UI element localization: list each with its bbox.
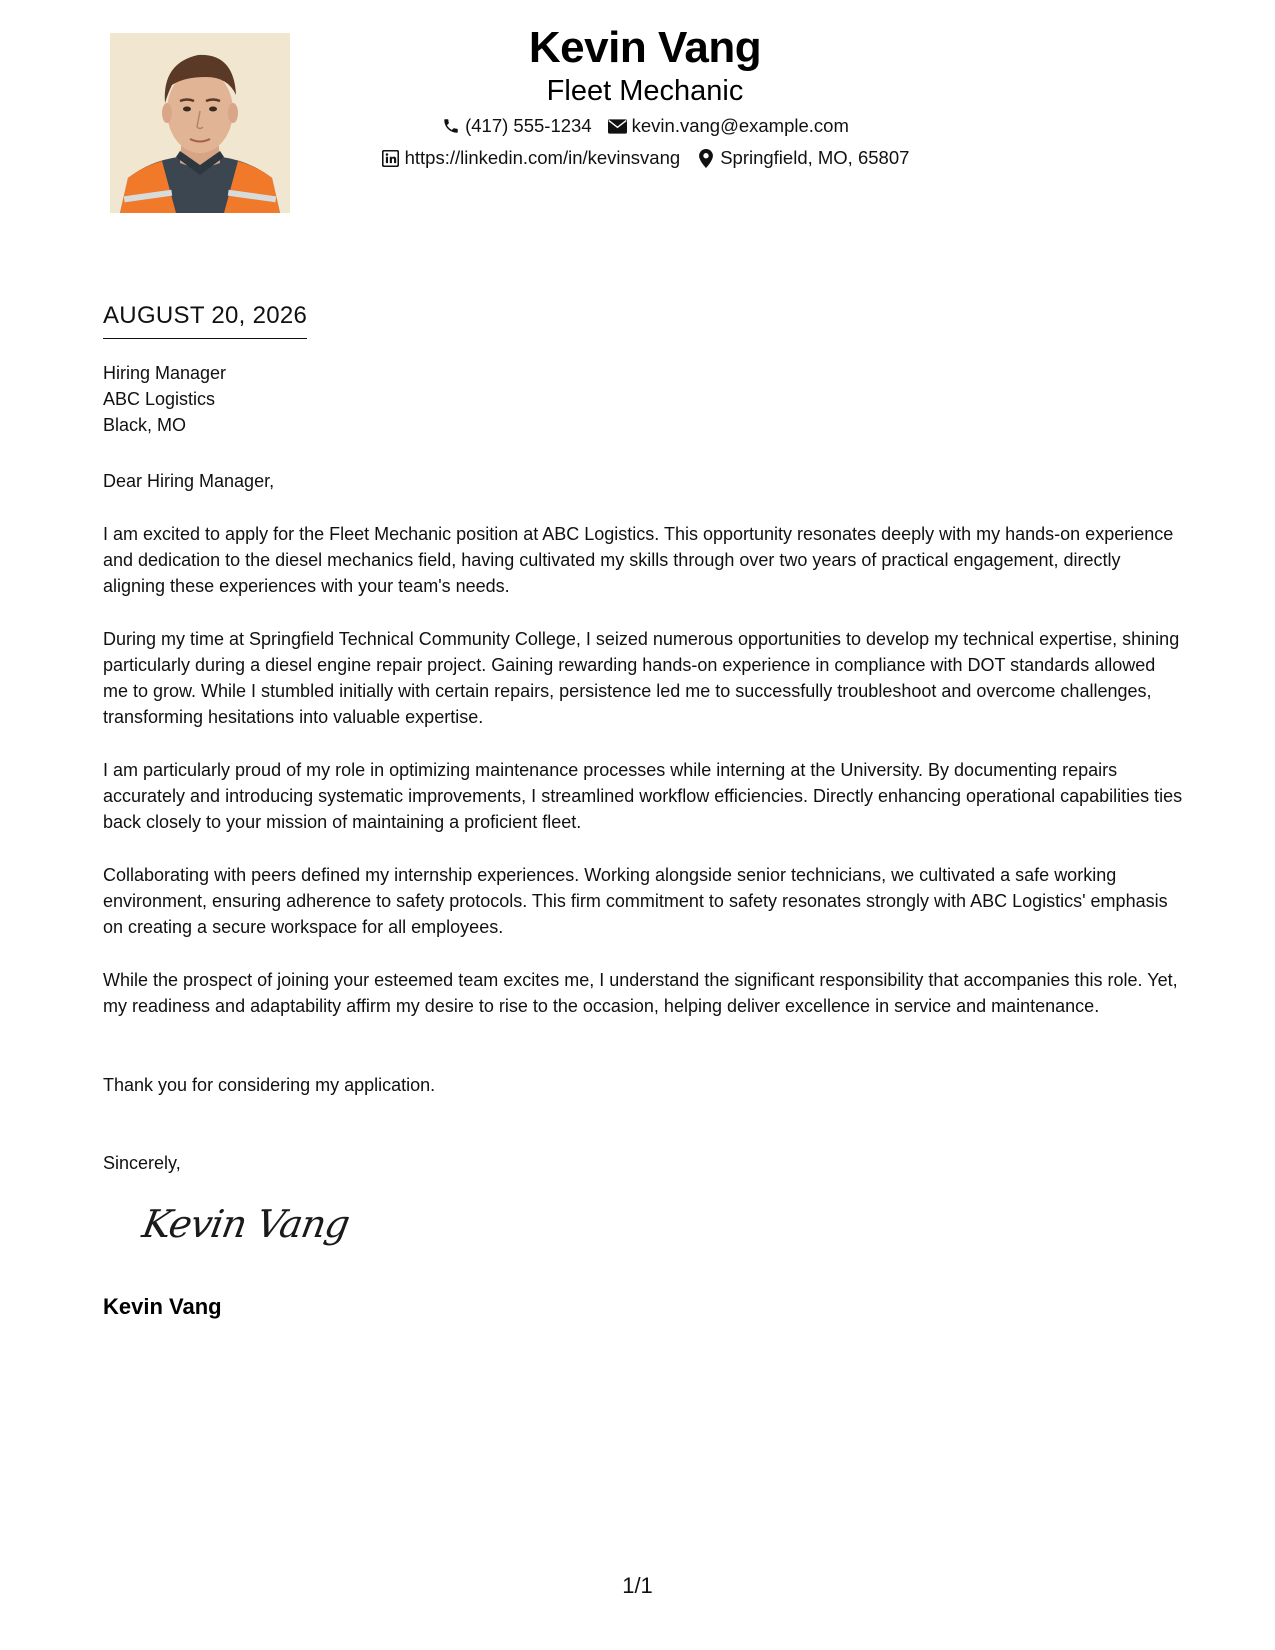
recipient-line: Hiring Manager (103, 363, 227, 383)
body-paragraph: Thank you for considering my application. (103, 1075, 436, 1095)
location-text: Springfield, MO, 65807 (720, 147, 910, 168)
header (330, 20, 960, 170)
contact-phone[interactable] (441, 114, 592, 138)
salutation: Dear Hiring Manager, (103, 471, 275, 491)
envelope-icon (608, 116, 628, 136)
page-number: 1/1 (622, 1573, 653, 1598)
phone-icon (441, 116, 461, 136)
contact-row-secondary (330, 146, 960, 170)
signer-name: Kevin Vang (103, 1294, 222, 1319)
body-paragraph: During my time at Springfield Technical Community College, I seized numerous opportunities to develop my technical expertise, shining particularly during a diesel engine repair project. Gaining rewarding hands-on experience in compliance with DOT standards allowed me to grow. While I stumbled initially with certain repairs, persistence led me to successfully troubleshoot and overcome challenges, transforming hesitations into valuable expertise. (103, 629, 1180, 727)
job-title: Fleet Mechanic (546, 75, 744, 107)
map-pin-icon (696, 148, 716, 168)
contact-linkedin[interactable] (381, 146, 681, 170)
linkedin-icon (381, 148, 401, 168)
page-title: Kevin Vang (528, 23, 762, 72)
recipient-line: Black, MO (103, 415, 187, 435)
linkedin-text: https://linkedin.com/in/kevinsvang (404, 147, 681, 168)
body-paragraph: I am particularly proud of my role in optimizing maintenance processes while interning at the University. By documenting repairs accurately and introducing systematic improvements, I streamlined workflow efficiencies. Directly enhancing operational capabilities ties back closely to your mission of maintaining a proficient fleet. (103, 760, 1183, 832)
signature: Kevin Vang (139, 1202, 353, 1246)
letter-date: AUGUST 20, 2026 (103, 300, 307, 339)
body-paragraph: I am excited to apply for the Fleet Mechanic position at ABC Logistics. This opportunity resonates deeply with my hands-on experience and dedication to the diesel mechanics field, having cultivated my skills through over two years of practical engagement, directly aligning these experiences with your team's needs. (103, 524, 1174, 596)
phone-text: (417) 555-1234 (465, 115, 592, 136)
email-text: kevin.vang@example.com (631, 115, 849, 136)
recipient-block (103, 360, 1183, 438)
closing: Sincerely, (103, 1153, 181, 1173)
recipient-line: ABC Logistics (103, 389, 216, 409)
body-paragraph: Collaborating with peers defined my internship experiences. Working alongside senior technicians, we cultivated a safe working environment, ensuring adherence to safety protocols. This firm commitment to safety resonates strongly with ABC Logistics' emphasis on creating a secure workspace for all employees. (103, 865, 1168, 937)
contact-email[interactable] (608, 114, 849, 138)
body-paragraph: While the prospect of joining your esteemed team excites me, I understand the significant responsibility that accompanies this role. Yet, my readiness and adaptability affirm my desire to rise to the occasion, helping deliver excellence in service and maintenance. (103, 970, 1178, 1016)
profile-photo (110, 33, 290, 213)
avatar (110, 33, 290, 213)
contact-row-primary (330, 114, 960, 138)
contact-location (696, 146, 909, 170)
